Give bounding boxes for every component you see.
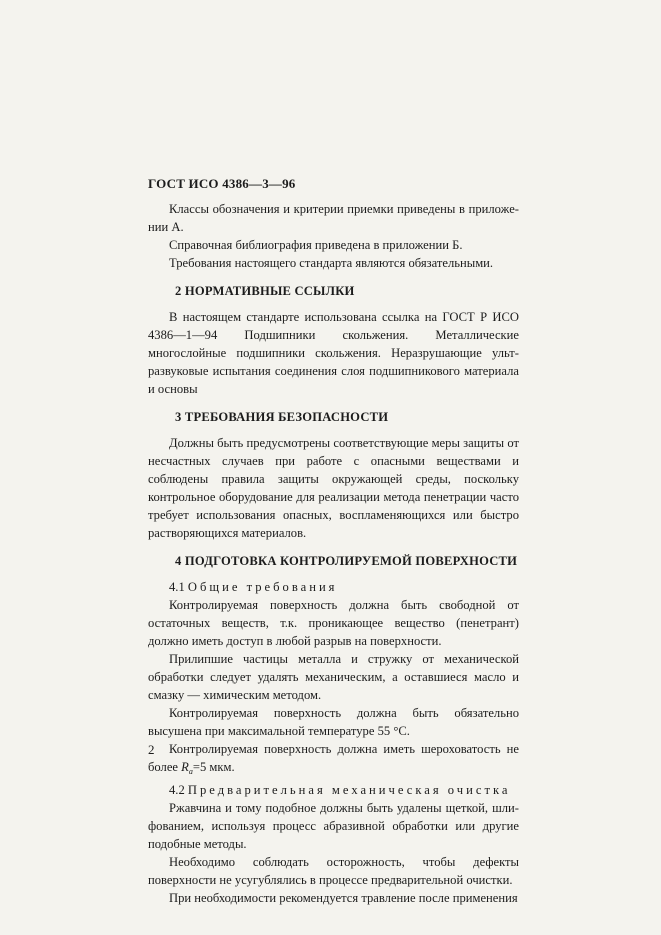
section-4-paragraph-7: При необходимости рекомендуется травление после применения: [169, 891, 518, 905]
section-4-paragraph-1: Контролируемая поверхность должна быть свободной от остаточных веществ, т.к. проникающее вещество (пенетрант) должно иметь доступ в любой разрыв на поверхности.: [148, 598, 519, 648]
section-3-text: Должны быть предусмотрены соответствующие меры защиты от несчастных случаев при работе с опасными веществами и соблюдены правила защиты окружающей среды, поскольку контрольное оборудование для реализации метода пенетрации часто требует использования опасных, воспламеняющихся или быстро растворяющихся материалов.: [148, 436, 519, 540]
section-4-paragraph-4: [148, 740, 519, 781]
section-4-paragraph-2: Прилипшие частицы металла и стружку от механической обработки следует удалять механическим, а оставшиеся масло и смазку — химическим методом.: [148, 652, 519, 702]
section-4-paragraph-3: Контролируемая поверхность должна быть обязательно высушена при максимальной температуре 55 °С.: [148, 706, 519, 738]
roughness-value: =5 мкм.: [192, 760, 235, 774]
subsection-title: Предварительная механическая очистка: [187, 783, 511, 797]
subsection-4-1-heading: [148, 578, 519, 596]
subsection-title: Общие требования: [187, 580, 338, 594]
roughness-subscript: a: [188, 767, 193, 776]
section-3-heading: 3 ТРЕБОВАНИЯ БЕЗОПАСНОСТИ: [175, 410, 389, 424]
roughness-symbol: R: [181, 760, 189, 774]
section-2-text: В настоящем стандарте использована ссылка на ГОСТ Р ИСО 4386—1—94 Подшипники скольжения. Металлические многослойные подшипники скольжения. Неразрушающие ультразвуковые испытания соединения слоя подшипникового материала и основы: [148, 310, 519, 396]
document-code: ГОСТ ИСО 4386—3—96: [148, 176, 296, 191]
intro-paragraph-3: Требования настоящего стандарта являются обязательными.: [169, 256, 494, 270]
section-4-paragraph-6: Необходимо соблюдать осторожность, чтобы дефекты поверхности не усугублялись в процессе предварительной очистки.: [148, 855, 519, 887]
roughness-text: Контролируемая поверхность должна иметь шероховатость не более: [148, 742, 519, 774]
subsection-number: 4.1: [169, 580, 185, 594]
intro-paragraph-1: Классы обозначения и критерии приемки приведены в приложении А.: [148, 202, 519, 234]
subsection-number: 4.2: [169, 783, 185, 797]
subsection-4-2-heading: [148, 781, 519, 799]
intro-paragraph-2: Справочная библиография приведена в приложении Б.: [169, 238, 463, 252]
page-number: 2: [148, 742, 155, 757]
document-body: [148, 200, 519, 907]
section-2-heading: 2 НОРМАТИВНЫЕ ССЫЛКИ: [175, 284, 355, 298]
section-4-paragraph-5: Ржавчина и тому подобное должны быть удалены щеткой, шлифованием, используя процесс абразивной обработки или другие подобные методы.: [148, 801, 519, 851]
section-4-heading: 4 ПОДГОТОВКА КОНТРОЛИРУЕМОЙ ПОВЕРХНОСТИ: [175, 554, 518, 568]
